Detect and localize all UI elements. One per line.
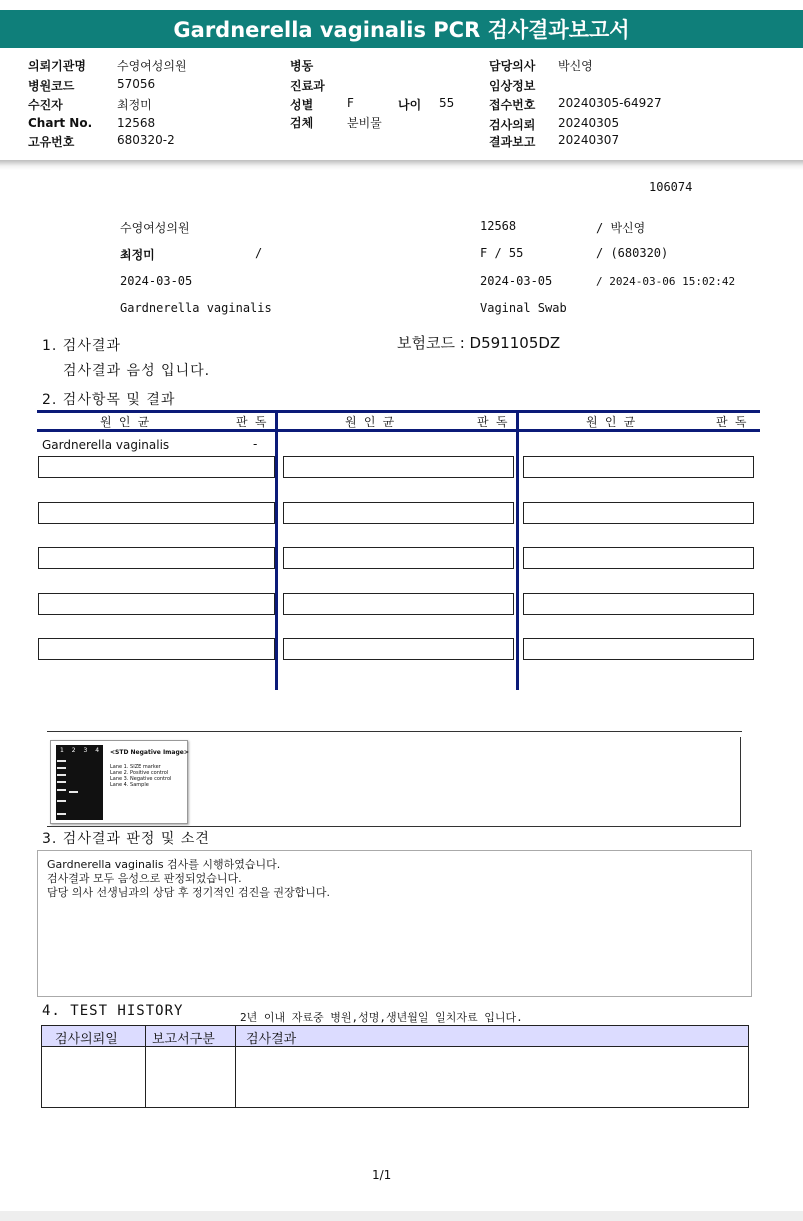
header-value-receipt-no: 20240305-64927 [558, 96, 662, 110]
history-table-header [41, 1025, 749, 1047]
empty-cell [523, 593, 754, 615]
info-hospital: 수영여성의원 [120, 221, 190, 235]
info-sex-age: F / 55 [480, 246, 524, 260]
info-date1: 2024-03-05 [120, 274, 193, 288]
header-value-specimen: 분비물 [347, 116, 382, 130]
empty-cell [283, 593, 514, 615]
gel-title: <STD Negative Image> [110, 749, 189, 756]
header-value-age: 55 [439, 96, 455, 110]
gel-lane-3: 3 [83, 747, 88, 754]
info-slash: / [255, 246, 263, 260]
section-1-title: 1. 검사결과 [42, 338, 121, 354]
header-label-patient: 수진자 [28, 98, 63, 112]
empty-cell [283, 502, 514, 524]
header-value-report-date: 20240307 [558, 133, 620, 147]
header-separator [0, 160, 803, 170]
header-value-unique-no: 680320-2 [117, 133, 175, 147]
gel-lane-2: 2 [71, 747, 76, 754]
info-report-time: / 2024-03-06 15:02:42 [596, 275, 736, 288]
header-value-chart-no: 12568 [117, 116, 156, 130]
info-patient: 최정미 [120, 248, 155, 262]
page-bottom-bar [0, 1211, 803, 1221]
history-note: 2년 이내 자료중 병원,성명,생년월일 일치자료 입니다. [240, 1011, 523, 1024]
section-4-title: 4. TEST HISTORY [42, 1003, 184, 1019]
table-divider-2 [516, 410, 519, 690]
finding-line-3: 담당 의사 선생님과의 상담 후 정기적인 검진을 권장합니다. [47, 886, 330, 899]
result-value-cell: - [253, 437, 258, 451]
empty-cell [38, 593, 275, 615]
empty-cell [38, 456, 275, 478]
document-number: 106074 [649, 180, 693, 194]
info-test-name: Gardnerella vaginalis [120, 301, 272, 315]
history-col-divider-2 [235, 1025, 236, 1108]
gel-legend-4: Lane 4. Sample [110, 782, 149, 788]
history-col-report-type: 보고서구분 [152, 1032, 215, 1047]
empty-cell [38, 547, 275, 569]
col-header-organism-2: 원 인 균 [345, 415, 395, 429]
empty-cell [283, 547, 514, 569]
history-col-divider-1 [145, 1025, 146, 1108]
empty-cell [523, 456, 754, 478]
empty-cell [523, 638, 754, 660]
header-label-receipt-no: 접수번호 [489, 98, 536, 112]
col-header-organism-1: 원 인 균 [100, 415, 150, 429]
empty-cell [283, 456, 514, 478]
gel-top-rule [47, 731, 742, 732]
gel-lane-numbers [56, 747, 103, 754]
empty-cell [38, 502, 275, 524]
col-header-result-2: 판 독 [477, 415, 508, 429]
header-label-report-date: 결과보고 [489, 135, 536, 149]
empty-cell [283, 638, 514, 660]
header-label-clinical-info: 임상정보 [489, 79, 536, 93]
insurance-code: 보험코드 : D591105DZ [397, 334, 561, 352]
col-header-result-3: 판 독 [716, 415, 747, 429]
gel-legend-3: Lane 3. Negative control [110, 776, 172, 782]
empty-cell [38, 638, 275, 660]
finding-line-1: Gardnerella vaginalis 검사를 시행하였습니다. [47, 858, 281, 871]
info-date2: 2024-03-05 [480, 274, 553, 288]
info-doctor: / 박신영 [596, 221, 646, 235]
header-value-doctor: 박신영 [558, 59, 593, 73]
gel-lane-4: 4 [95, 747, 100, 754]
empty-cell [523, 502, 754, 524]
header-label-sex: 성별 [290, 98, 314, 112]
table-divider-1 [275, 410, 278, 690]
col-header-organism-3: 원 인 균 [586, 415, 636, 429]
header-value-sex: F [347, 96, 354, 110]
findings-box [37, 850, 752, 997]
header-value-patient: 최정미 [117, 98, 152, 112]
finding-line-2: 검사결과 모두 음성으로 판정되었습니다. [47, 872, 242, 885]
header-label-age: 나이 [398, 98, 422, 112]
page-number: 1/1 [372, 1168, 392, 1182]
header-label-unique-no: 고유번호 [28, 135, 75, 149]
gel-electrophoresis-image [56, 745, 103, 820]
info-specimen: Vaginal Swab [480, 301, 567, 315]
gel-lane-1: 1 [59, 747, 64, 754]
gel-legend-1: Lane 1. SIZE marker [110, 764, 161, 770]
header-value-hospital: 수영여성의원 [117, 59, 187, 73]
header-label-request-date: 검사의뢰 [489, 118, 536, 132]
header-value-hospital-code: 57056 [117, 77, 156, 91]
history-col-request-date: 검사의뢰일 [55, 1032, 118, 1047]
header-label-hospital: 의뢰기관명 [28, 59, 86, 73]
history-col-result: 검사결과 [246, 1032, 297, 1047]
section-2-title: 2. 검사항목 및 결과 [42, 392, 176, 408]
header-label-dept: 진료과 [290, 79, 325, 93]
header-label-ward: 병동 [290, 59, 314, 73]
section-1-result: 검사결과 음성 입니다. [63, 363, 211, 379]
info-chart: 12568 [480, 219, 517, 233]
header-label-hospital-code: 병원코드 [28, 79, 75, 93]
info-birth: / (680320) [596, 246, 669, 260]
header-label-chart-no: Chart No. [28, 116, 93, 130]
header-label-specimen: 검체 [290, 116, 314, 130]
section-3-title: 3. 검사결과 판정 및 소견 [42, 831, 210, 847]
empty-cell [523, 547, 754, 569]
header-value-request-date: 20240305 [558, 116, 620, 130]
col-header-result-1: 판 독 [236, 415, 267, 429]
result-organism-cell: Gardnerella vaginalis [42, 438, 170, 452]
gel-legend-2: Lane 2. Positive control [110, 770, 169, 776]
report-title: Gardnerella vaginalis PCR 검사결과보고서 [0, 10, 803, 48]
header-label-doctor: 담당의사 [489, 59, 536, 73]
